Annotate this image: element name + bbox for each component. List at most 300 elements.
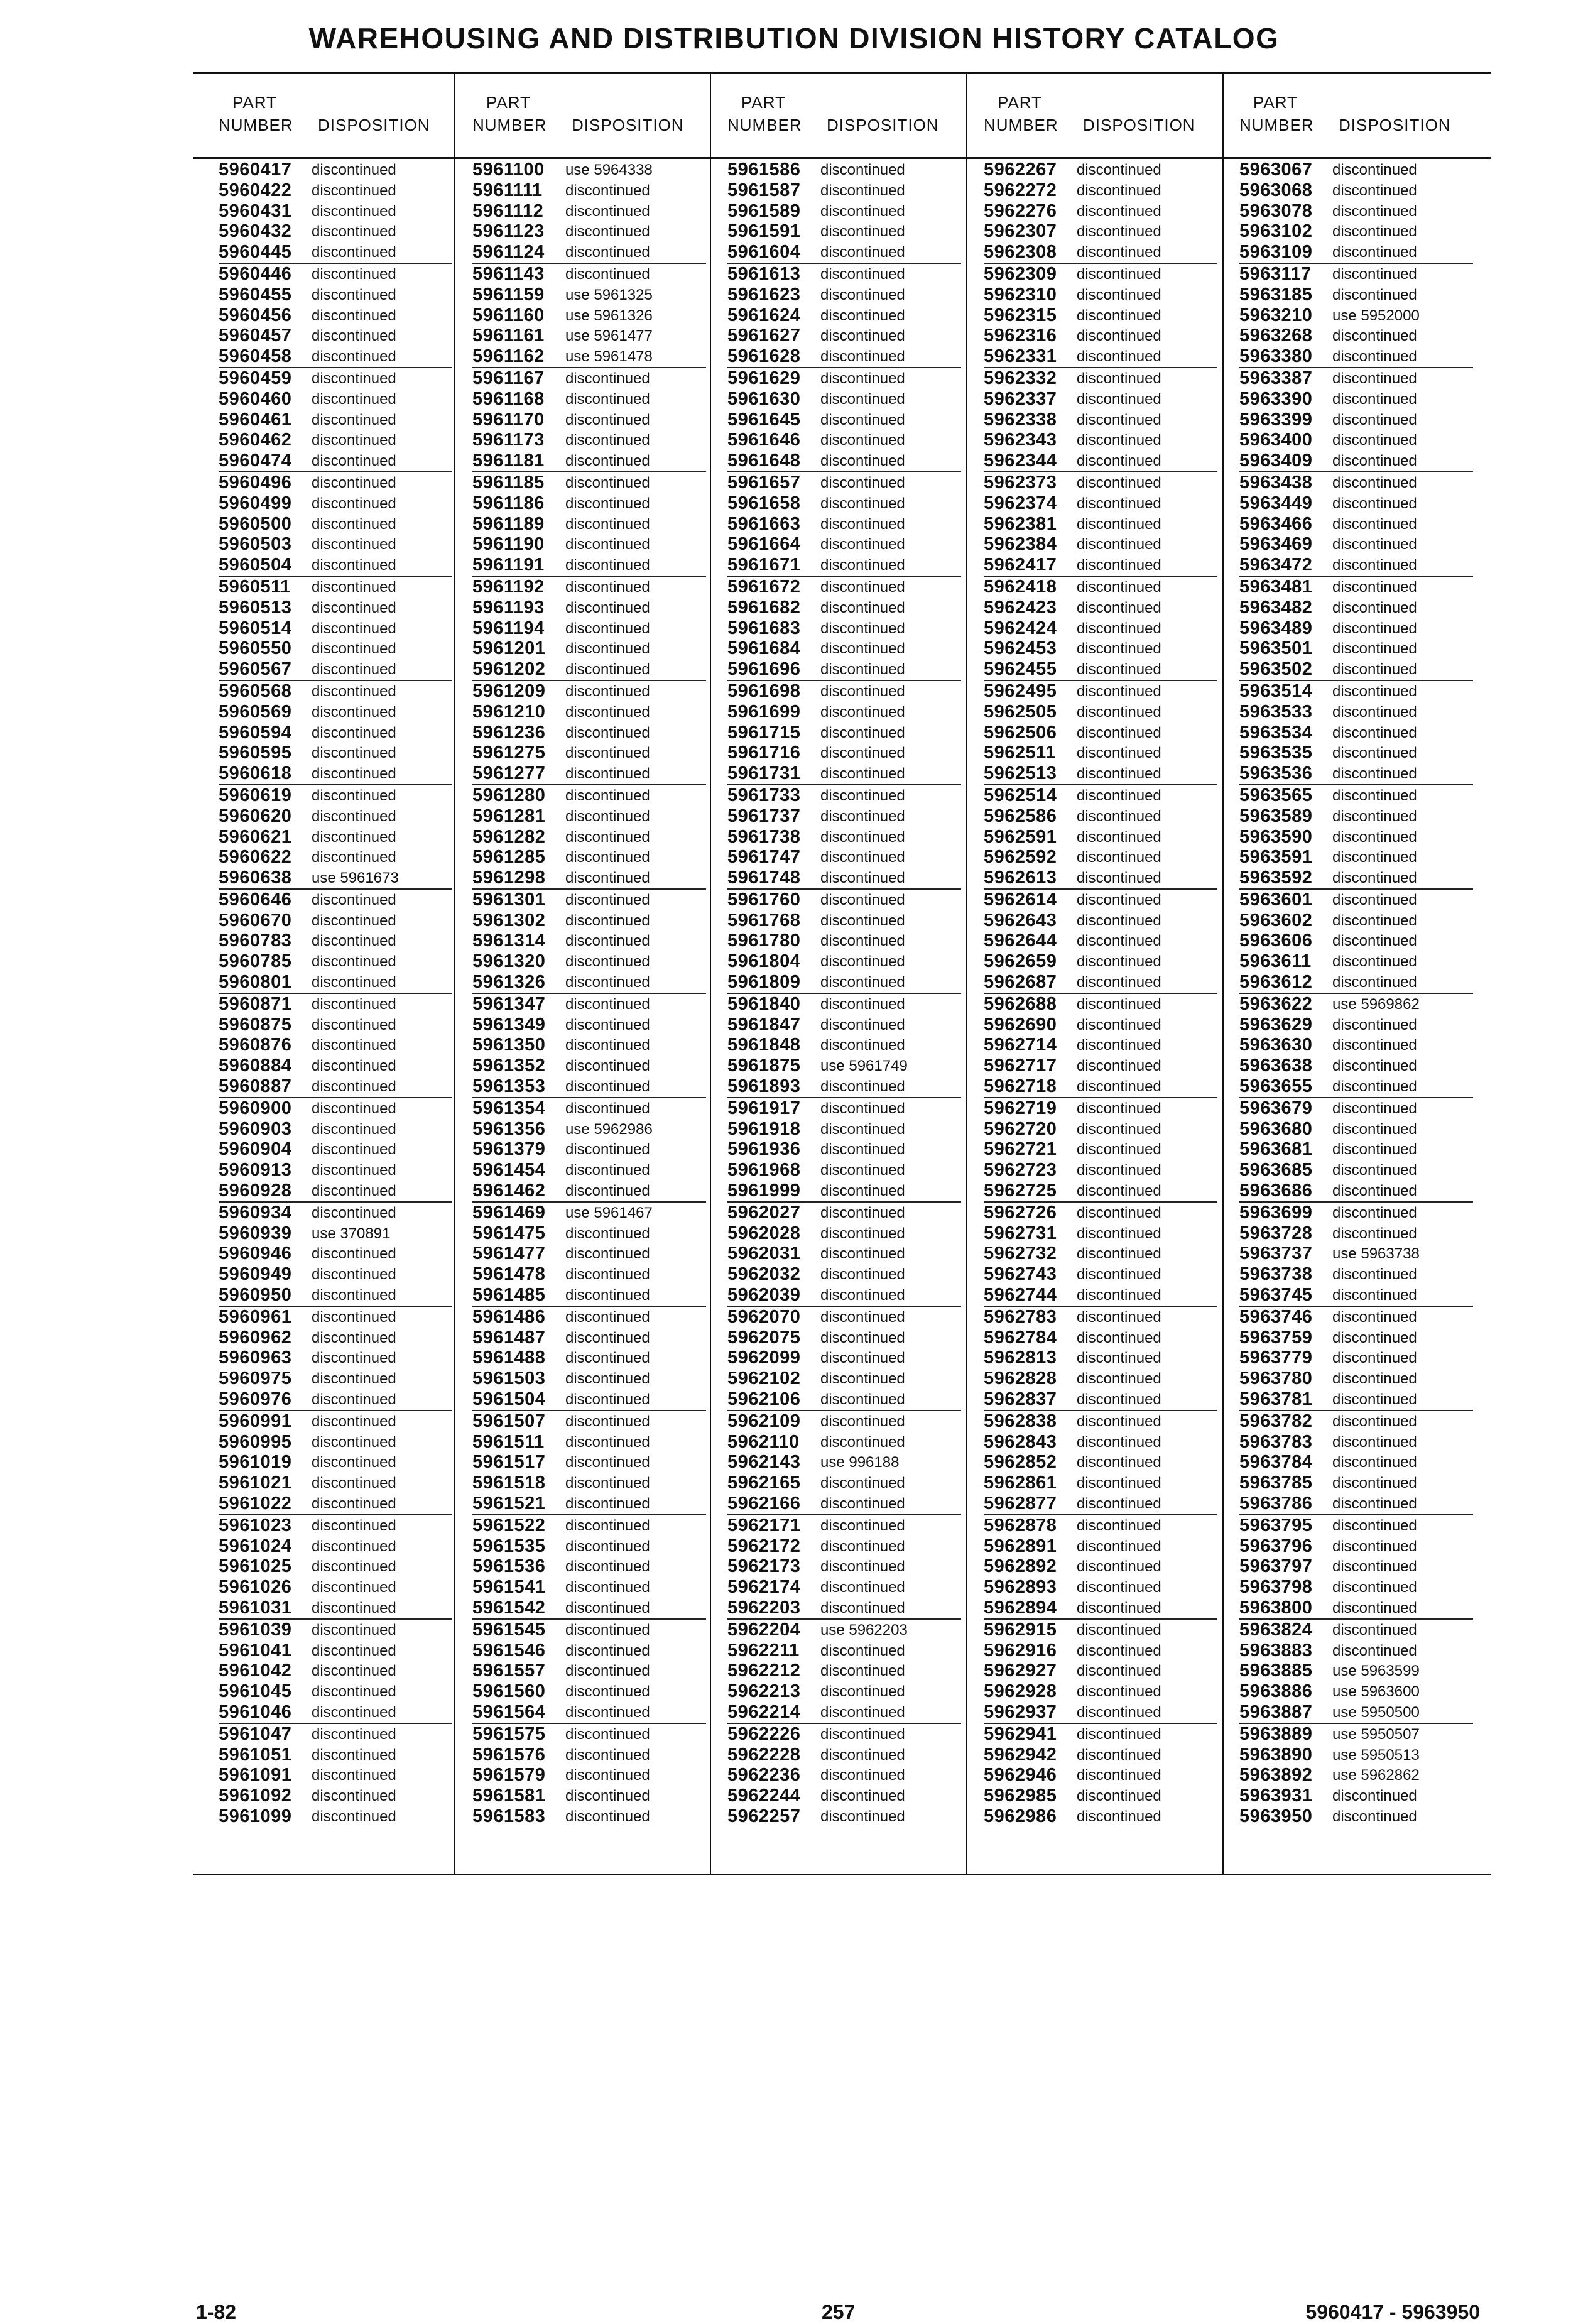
table-row: [1239, 1745, 1473, 1765]
part-number: 5962659: [984, 951, 1057, 972]
part-number: 5962892: [984, 1556, 1057, 1577]
disposition: discontinued: [312, 286, 396, 303]
disposition: discontinued: [312, 1329, 396, 1346]
disposition: discontinued: [1077, 578, 1161, 596]
table-row: [727, 827, 961, 848]
table-row: [984, 951, 1217, 972]
part-number: 5963501: [1239, 638, 1313, 659]
disposition: discontinued: [820, 1558, 905, 1576]
part-number: 5961170: [472, 409, 545, 430]
table-row: [1239, 1243, 1473, 1264]
part-number: 5962174: [727, 1577, 801, 1598]
part-number: 5961099: [219, 1806, 292, 1826]
disposition: discontinued: [1077, 1037, 1161, 1054]
table-row: [984, 910, 1217, 931]
table-row: [472, 1223, 706, 1244]
part-number: 5961210: [472, 701, 546, 722]
disposition: discontinued: [312, 849, 396, 866]
part-number: 5961893: [727, 1076, 801, 1097]
table-row: [1239, 1473, 1473, 1493]
disposition: discontinued: [1332, 1182, 1417, 1200]
part-number: 5960499: [219, 493, 292, 513]
table-row: [727, 785, 961, 806]
disposition: discontinued: [565, 807, 650, 825]
part-number: 5963482: [1239, 597, 1313, 618]
disposition: discontinued: [312, 265, 396, 283]
part-number: 5961201: [472, 638, 546, 659]
disposition: discontinued: [820, 765, 905, 783]
disposition: discontinued: [1332, 578, 1417, 596]
disposition: discontinued: [312, 1266, 396, 1284]
table-row: [472, 702, 706, 723]
page-title: WAREHOUSING AND DISTRIBUTION DIVISION HISTORY CATALOG: [308, 22, 1280, 55]
table-row: [472, 242, 706, 264]
disposition: discontinued: [565, 1725, 650, 1743]
part-number: 5961579: [472, 1765, 546, 1786]
part-number: 5962878: [984, 1515, 1057, 1536]
table-row: [727, 868, 961, 890]
disposition: discontinued: [820, 1370, 905, 1388]
disposition: discontinued: [820, 265, 905, 283]
table-row: [472, 638, 706, 659]
part-number: 5961507: [472, 1410, 546, 1431]
disposition: discontinued: [312, 1475, 396, 1492]
table-row: [472, 389, 706, 410]
disposition: discontinued: [1332, 1391, 1417, 1409]
table-row: [984, 1598, 1217, 1620]
part-number: 5960459: [219, 368, 292, 388]
disposition: discontinued: [312, 828, 396, 846]
disposition-label: DISPOSITION: [572, 116, 684, 134]
disposition: discontinued: [312, 1599, 396, 1617]
disposition: discontinued: [1332, 348, 1417, 366]
part-number: 5960474: [219, 450, 292, 471]
disposition: discontinued: [1077, 995, 1161, 1013]
disposition: discontinued: [820, 1537, 905, 1555]
disposition: discontinued: [1077, 369, 1161, 387]
disposition: discontinued: [565, 619, 650, 637]
part-number: 5963746: [1239, 1306, 1313, 1327]
disposition: discontinued: [312, 578, 396, 596]
table-row: [727, 472, 961, 493]
part-number: 5960595: [219, 743, 292, 763]
table-row: [984, 1203, 1217, 1223]
disposition: discontinued: [312, 1350, 396, 1367]
disposition: discontinued: [1077, 912, 1161, 929]
disposition: discontinued: [312, 244, 396, 261]
part-number: 5963565: [1239, 785, 1313, 805]
table-row: [727, 1076, 961, 1098]
part-number: 5962511: [984, 743, 1056, 763]
disposition: discontinued: [1332, 494, 1417, 512]
part-number: 5960432: [219, 221, 292, 242]
disposition: discontinued: [565, 244, 650, 261]
table-row: [472, 346, 706, 368]
disposition: discontinued: [1077, 182, 1161, 199]
table-row: [727, 1452, 961, 1473]
part-number: 5963533: [1239, 701, 1313, 722]
disposition: discontinued: [1332, 765, 1417, 783]
part-number: 5962495: [984, 680, 1057, 701]
disposition: use 5963738: [1332, 1245, 1420, 1263]
disposition: discontinued: [565, 1391, 650, 1409]
table-row: [984, 1473, 1217, 1493]
disposition: discontinued: [565, 1767, 650, 1784]
table-row: [472, 1640, 706, 1661]
disposition: discontinued: [1077, 390, 1161, 408]
table-row: [984, 305, 1217, 326]
table-row: [219, 1452, 452, 1473]
table-row: [984, 1243, 1217, 1264]
disposition: discontinued: [565, 1558, 650, 1576]
part-number: 5963885: [1239, 1661, 1313, 1681]
part-label: PART: [232, 93, 277, 112]
disposition: discontinued: [820, 891, 905, 908]
disposition: discontinued: [1077, 1599, 1161, 1617]
table-row: [984, 1389, 1217, 1411]
part-number: 5962985: [984, 1786, 1057, 1806]
part-number: 5961111: [472, 180, 543, 200]
disposition: discontinued: [1332, 1454, 1417, 1471]
table-row: [219, 1577, 452, 1598]
table-row: [219, 1243, 452, 1264]
part-number: 5960496: [219, 472, 292, 493]
disposition: discontinued: [1332, 1558, 1417, 1576]
part-number: 5963782: [1239, 1410, 1313, 1431]
part-list: [1239, 160, 1473, 1827]
table-row: [1239, 285, 1473, 305]
table-row: [727, 1203, 961, 1223]
part-number: 5962941: [984, 1723, 1057, 1744]
part-number: 5962893: [984, 1577, 1057, 1598]
table-row: [219, 1493, 452, 1515]
disposition: discontinued: [820, 390, 905, 408]
table-row: [984, 1806, 1217, 1827]
part-number: 5961462: [472, 1181, 546, 1201]
disposition: discontinued: [820, 1683, 905, 1701]
page-section: 1-82: [196, 2301, 237, 2323]
table-row: [472, 1285, 706, 1307]
disposition: discontinued: [312, 1120, 396, 1138]
table-row: [984, 1098, 1217, 1119]
disposition: discontinued: [1077, 849, 1161, 866]
disposition: discontinued: [1077, 974, 1161, 991]
disposition: use 5963599: [1332, 1662, 1420, 1680]
disposition: discontinued: [1077, 1120, 1161, 1138]
part-number: 5962891: [984, 1536, 1057, 1556]
part-number: 5962725: [984, 1181, 1057, 1201]
table-row: [984, 827, 1217, 848]
disposition: discontinued: [1077, 1495, 1161, 1512]
disposition: discontinued: [312, 348, 396, 366]
part-number: 5961202: [472, 659, 546, 680]
disposition: discontinued: [1332, 912, 1417, 929]
part-number: 5962720: [984, 1118, 1057, 1139]
part-number: 5961026: [219, 1577, 292, 1598]
disposition: discontinued: [565, 640, 650, 658]
table-row: [984, 1160, 1217, 1181]
table-row: [472, 180, 706, 201]
table-row: [727, 242, 961, 264]
disposition: discontinued: [565, 828, 650, 846]
part-number: 5963449: [1239, 493, 1313, 513]
part-number: 5961589: [727, 200, 801, 221]
table-row: [984, 1661, 1217, 1681]
disposition: discontinued: [1332, 619, 1417, 637]
disposition: discontinued: [1077, 745, 1161, 762]
disposition: discontinued: [1077, 1808, 1161, 1825]
table-row: [472, 1598, 706, 1620]
disposition: discontinued: [312, 494, 396, 512]
table-row: [727, 1139, 961, 1160]
table-row: [219, 264, 452, 285]
table-row: [727, 1181, 961, 1203]
disposition: discontinued: [565, 1537, 650, 1555]
part-number: 5963890: [1239, 1744, 1313, 1765]
part-number: 5962843: [984, 1431, 1057, 1452]
part-number: 5961663: [727, 513, 801, 534]
table-row: [1239, 493, 1473, 514]
part-number: 5961583: [472, 1806, 546, 1826]
top-rule: [193, 72, 1491, 74]
table-row: [1239, 702, 1473, 723]
part-number: 5961518: [472, 1473, 546, 1493]
disposition: discontinued: [312, 1141, 396, 1159]
disposition: discontinued: [565, 912, 650, 929]
part-number: 5961191: [472, 555, 545, 576]
table-row: [727, 577, 961, 597]
part-number: 5961564: [472, 1701, 546, 1722]
disposition: discontinued: [820, 1517, 905, 1534]
disposition: discontinued: [1332, 1308, 1417, 1326]
table-row: [727, 1681, 961, 1702]
table-row: [1239, 847, 1473, 868]
part-number: 5961645: [727, 409, 801, 430]
table-row: [1239, 1598, 1473, 1620]
table-row: [984, 1264, 1217, 1285]
part-number: 5962643: [984, 910, 1057, 930]
disposition: discontinued: [312, 1746, 396, 1764]
column-divider: [1222, 72, 1224, 1874]
part-number: 5961672: [727, 576, 801, 597]
disposition: discontinued: [820, 286, 905, 303]
part-number: 5960567: [219, 659, 292, 680]
part-number: 5961100: [472, 160, 545, 180]
disposition: discontinued: [820, 1287, 905, 1304]
disposition: discontinued: [565, 1037, 650, 1054]
disposition: discontinued: [1077, 724, 1161, 741]
disposition: discontinued: [820, 828, 905, 846]
part-number: 5961025: [219, 1556, 292, 1577]
disposition: discontinued: [1077, 870, 1161, 887]
table-row: [219, 430, 452, 450]
disposition: discontinued: [820, 1162, 905, 1179]
part-number: 5963185: [1239, 284, 1313, 305]
disposition: discontinued: [1077, 1204, 1161, 1221]
disposition: discontinued: [820, 807, 905, 825]
disposition: discontinued: [1077, 1370, 1161, 1388]
part-number: 5963601: [1239, 889, 1313, 910]
part-number: 5962374: [984, 493, 1057, 513]
disposition: discontinued: [1077, 932, 1161, 950]
table-row: [219, 743, 452, 763]
table-row: [727, 1389, 961, 1411]
disposition: discontinued: [1077, 327, 1161, 345]
part-number: 5962173: [727, 1556, 801, 1577]
disposition: discontinued: [1077, 557, 1161, 574]
part-number: 5961683: [727, 618, 801, 638]
disposition: discontinued: [1077, 1537, 1161, 1555]
part-number: 5963630: [1239, 1035, 1313, 1056]
part-number: 5962099: [727, 1348, 801, 1368]
table-row: [219, 1515, 452, 1536]
part-number: 5963399: [1239, 409, 1313, 430]
table-row: [219, 1556, 452, 1577]
part-number: 5961646: [727, 430, 801, 450]
part-number: 5960622: [219, 847, 292, 868]
table-row: [219, 1264, 452, 1285]
part-number: 5961586: [727, 160, 801, 180]
table-row: [472, 1493, 706, 1515]
disposition: discontinued: [565, 1057, 650, 1075]
table-row: [472, 890, 706, 910]
table-row: [219, 1620, 452, 1640]
table-row: [472, 868, 706, 890]
disposition-label: DISPOSITION: [318, 116, 430, 134]
table-row: [219, 577, 452, 597]
disposition: discontinued: [312, 1078, 396, 1096]
disposition: discontinued: [565, 1287, 650, 1304]
disposition: discontinued: [312, 1495, 396, 1512]
table-row: [472, 264, 706, 285]
part-number: 5961999: [727, 1181, 801, 1201]
disposition: discontinued: [312, 1579, 396, 1596]
part-label: PART: [998, 93, 1042, 112]
table-row: [472, 827, 706, 848]
table-row: [219, 681, 452, 702]
table-row: [472, 1264, 706, 1285]
table-row: [1239, 450, 1473, 472]
part-number: 5963886: [1239, 1681, 1313, 1702]
part-number: 5962110: [727, 1431, 800, 1452]
disposition: discontinued: [565, 578, 650, 596]
part-number: 5963438: [1239, 472, 1313, 493]
table-row: [219, 1035, 452, 1056]
table-row: [984, 638, 1217, 659]
part-number: 5961314: [472, 930, 546, 951]
part-number: 5962506: [984, 722, 1057, 743]
disposition: discontinued: [565, 1599, 650, 1617]
part-number: 5962244: [727, 1786, 801, 1806]
table-row: [727, 806, 961, 827]
disposition: discontinued: [312, 1725, 396, 1743]
part-number: 5963109: [1239, 242, 1313, 263]
disposition: discontinued: [565, 1141, 650, 1159]
disposition: discontinued: [1077, 1225, 1161, 1242]
disposition: discontinued: [1077, 161, 1161, 178]
disposition: discontinued: [565, 1454, 650, 1471]
part-number: 5962946: [984, 1765, 1057, 1786]
table-row: [472, 1307, 706, 1328]
part-number: 5961804: [727, 951, 801, 972]
disposition: discontinued: [565, 995, 650, 1013]
disposition: discontinued: [312, 1703, 396, 1721]
table-row: [472, 681, 706, 702]
disposition: discontinued: [565, 452, 650, 470]
part-number: 5962316: [984, 325, 1057, 346]
part-number: 5962718: [984, 1076, 1057, 1097]
part-number: 5961628: [727, 346, 801, 367]
part-number: 5963699: [1239, 1202, 1313, 1223]
disposition: discontinued: [312, 1204, 396, 1221]
table-row: [219, 201, 452, 222]
part-number: 5963268: [1239, 325, 1313, 346]
disposition: discontinued: [565, 1787, 650, 1805]
disposition: discontinued: [1077, 244, 1161, 261]
disposition: discontinued: [1332, 1495, 1417, 1512]
part-number: 5961485: [472, 1285, 546, 1306]
table-row: [984, 806, 1217, 827]
part-number: 5962143: [727, 1452, 801, 1473]
table-row: [219, 618, 452, 639]
disposition: discontinued: [565, 1683, 650, 1701]
part-number: 5961664: [727, 534, 801, 555]
disposition: discontinued: [820, 599, 905, 616]
table-row: [219, 806, 452, 827]
disposition: discontinued: [312, 1621, 396, 1639]
part-number: 5963783: [1239, 1431, 1313, 1452]
disposition: discontinued: [1077, 286, 1161, 303]
table-row: [219, 1015, 452, 1035]
disposition: discontinued: [565, 787, 650, 804]
part-number: 5961281: [472, 805, 546, 826]
disposition: discontinued: [820, 452, 905, 470]
disposition: discontinued: [1077, 1746, 1161, 1764]
disposition: discontinued: [1332, 223, 1417, 241]
disposition: discontinued: [820, 1225, 905, 1242]
table-row: [472, 994, 706, 1015]
disposition: discontinued: [1332, 1078, 1417, 1096]
disposition: discontinued: [1077, 265, 1161, 283]
disposition: discontinued: [820, 724, 905, 741]
disposition: use 5961749: [820, 1057, 908, 1075]
table-row: [984, 1620, 1217, 1640]
disposition: discontinued: [565, 1078, 650, 1096]
disposition: discontinued: [1077, 828, 1161, 846]
disposition: discontinued: [312, 1454, 396, 1471]
disposition: discontinued: [1077, 661, 1161, 679]
disposition: discontinued: [565, 1099, 650, 1117]
table-row: [727, 1493, 961, 1515]
disposition: discontinued: [312, 390, 396, 408]
header-rule: [193, 157, 1491, 159]
table-row: [727, 1577, 961, 1598]
table-row: [1239, 597, 1473, 618]
part-number: 5962031: [727, 1243, 801, 1264]
disposition: discontinued: [312, 912, 396, 929]
table-row: [219, 1432, 452, 1453]
part-label: PART: [741, 93, 786, 112]
table-row: [1239, 1536, 1473, 1557]
disposition: discontinued: [1332, 1621, 1417, 1639]
part-number: 5963784: [1239, 1452, 1313, 1473]
table-row: [472, 1724, 706, 1745]
disposition: discontinued: [565, 849, 650, 866]
part-number: 5961627: [727, 325, 801, 346]
part-number: 5962455: [984, 659, 1057, 680]
page-number: 257: [822, 2301, 856, 2323]
table-row: [472, 951, 706, 972]
